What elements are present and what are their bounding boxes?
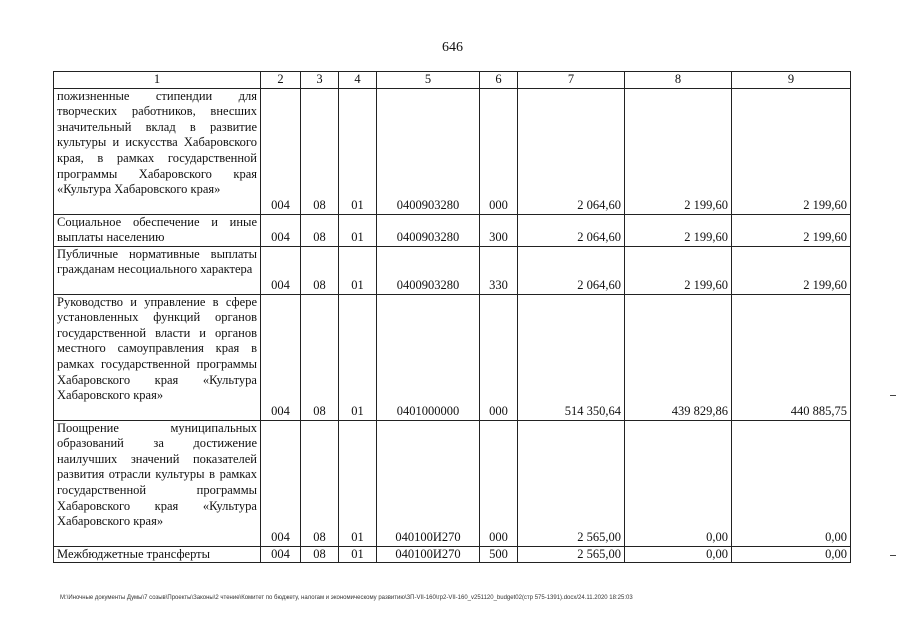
cell-amount-3: 0,00 [732, 546, 851, 563]
cell-section: 08 [301, 246, 339, 294]
table-row [54, 88, 851, 214]
col-header-5: 5 [377, 72, 480, 89]
cell-target-article: 040100И270 [377, 420, 480, 546]
col-header-8: 8 [625, 72, 732, 89]
cell-subsection: 01 [339, 294, 377, 420]
cell-amount-1: 2 064,60 [518, 246, 625, 294]
cell-ministry-code: 004 [261, 88, 301, 214]
col-header-6: 6 [480, 72, 518, 89]
cell-subsection: 01 [339, 246, 377, 294]
row-description-text: Руководство и управление в сфере установленных функций органов государственной власти и органов местного самоуправления края в рамках государственной программы Хабаровского края «Культура Хабаровского края» [57, 294, 257, 403]
cell-target-article: 0401000000 [377, 294, 480, 420]
row-description [54, 546, 261, 563]
row-description [54, 294, 261, 420]
cell-target-article: 0400903280 [377, 214, 480, 246]
cell-section: 08 [301, 214, 339, 246]
col-header-3: 3 [301, 72, 339, 89]
row-description-text: пожизненные стипендии для творческих работников, внесших значительный вклад в развитие культуры и искусства Хабаровского края, в рамках государственной программы Хабаровского края «Культура Хабаровского края» [57, 88, 257, 197]
row-description [54, 214, 261, 246]
budget-table [53, 71, 851, 563]
cell-expense-type: 000 [480, 88, 518, 214]
cell-amount-2: 0,00 [625, 420, 732, 546]
row-description [54, 420, 261, 546]
cell-expense-type: 500 [480, 546, 518, 563]
cell-amount-3: 2 199,60 [732, 246, 851, 294]
cell-expense-type: 000 [480, 294, 518, 420]
col-header-2: 2 [261, 72, 301, 89]
cell-ministry-code: 004 [261, 420, 301, 546]
cell-target-article: 0400903280 [377, 246, 480, 294]
cell-section: 08 [301, 88, 339, 214]
cell-section: 08 [301, 420, 339, 546]
cell-expense-type: 000 [480, 420, 518, 546]
cell-expense-type: 300 [480, 214, 518, 246]
cell-subsection: 01 [339, 546, 377, 563]
row-description [54, 246, 261, 294]
row-description-text: Межбюджетные трансферты [57, 546, 211, 561]
header-row [54, 72, 851, 89]
cell-amount-2: 2 199,60 [625, 214, 732, 246]
cell-amount-1: 2 064,60 [518, 214, 625, 246]
col-header-1: 1 [54, 72, 261, 89]
cell-ministry-code: 004 [261, 294, 301, 420]
row-description-text: Социальное обеспечение и иные выплаты населению [57, 214, 257, 245]
scan-edge-mark [890, 555, 896, 556]
cell-amount-2: 0,00 [625, 546, 732, 563]
table-row [54, 246, 851, 294]
cell-section: 08 [301, 546, 339, 563]
cell-amount-3: 0,00 [732, 420, 851, 546]
col-header-7: 7 [518, 72, 625, 89]
cell-expense-type: 330 [480, 246, 518, 294]
cell-amount-3: 440 885,75 [732, 294, 851, 420]
cell-subsection: 01 [339, 214, 377, 246]
document-file-path: M:\Иночные документы Думы\7 созыв\Проекты\Законы\2 чтение\Комитет по бюджету, налогам и экономическому развитию\ЗП-VII-160\гр2-VII-160_v251120_budget02(стр 575-1391).docx/24.11.2020 18:25:03 [60, 595, 633, 601]
page-number: 646 [442, 40, 463, 55]
cell-amount-1: 2 064,60 [518, 88, 625, 214]
cell-target-article: 0400903280 [377, 88, 480, 214]
cell-target-article: 040100И270 [377, 546, 480, 563]
table-row [54, 294, 851, 420]
cell-ministry-code: 004 [261, 246, 301, 294]
cell-amount-1: 514 350,64 [518, 294, 625, 420]
cell-amount-1: 2 565,00 [518, 546, 625, 563]
cell-subsection: 01 [339, 420, 377, 546]
table-row [54, 420, 851, 546]
col-header-4: 4 [339, 72, 377, 89]
cell-amount-3: 2 199,60 [732, 214, 851, 246]
row-description-text: Поощрение муниципальных образований за достижение наилучших значений показателей развития отрасли культуры в рамках государственной программы Хабаровского края «Культура Хабаровского края» [57, 420, 257, 529]
table-row [54, 546, 851, 563]
row-description [54, 88, 261, 214]
cell-amount-2: 2 199,60 [625, 88, 732, 214]
table-row [54, 214, 851, 246]
cell-ministry-code: 004 [261, 546, 301, 563]
cell-amount-1: 2 565,00 [518, 420, 625, 546]
row-description-text: Публичные нормативные выплаты гражданам несоциального характера [57, 246, 257, 277]
cell-subsection: 01 [339, 88, 377, 214]
col-header-9: 9 [732, 72, 851, 89]
cell-amount-2: 2 199,60 [625, 246, 732, 294]
cell-amount-2: 439 829,86 [625, 294, 732, 420]
cell-section: 08 [301, 294, 339, 420]
cell-ministry-code: 004 [261, 214, 301, 246]
cell-amount-3: 2 199,60 [732, 88, 851, 214]
scan-edge-mark [890, 395, 896, 396]
